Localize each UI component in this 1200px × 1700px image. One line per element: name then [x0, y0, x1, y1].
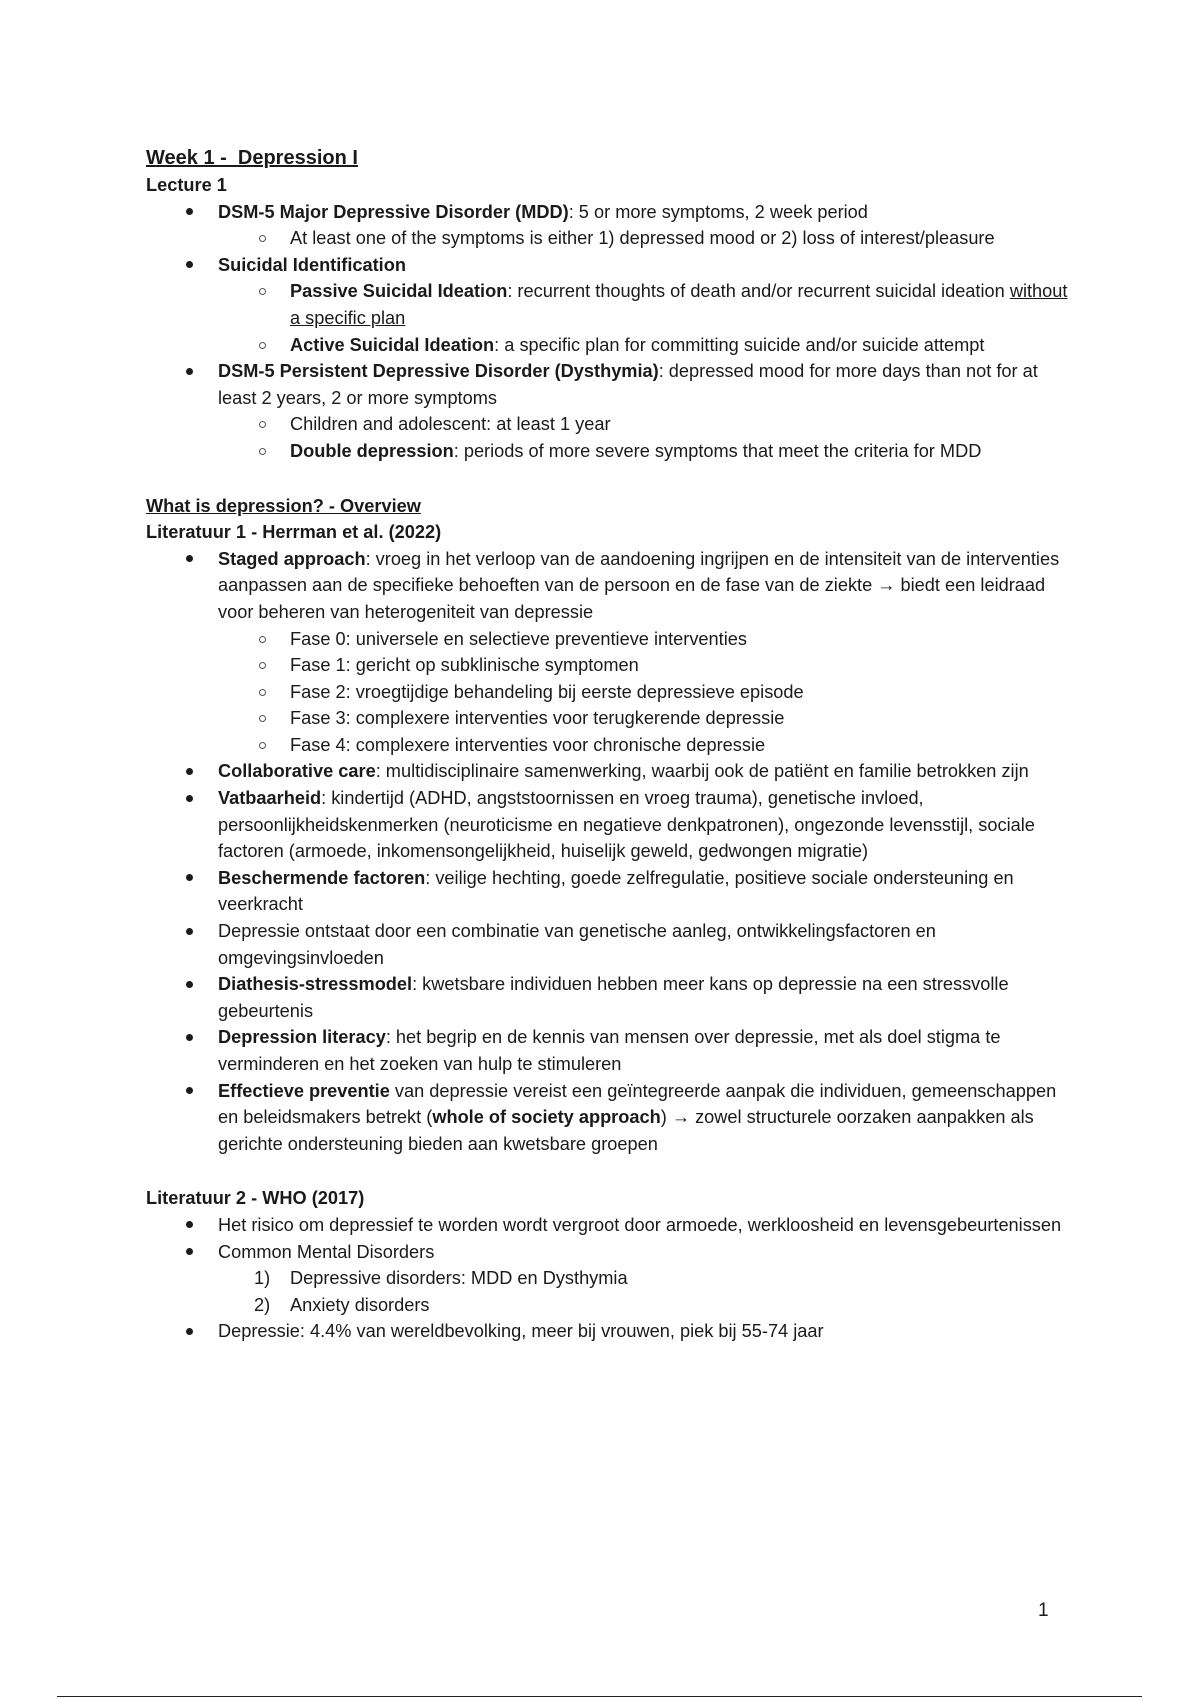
item-text: : a specific plan for committing suicide and/or suicide attempt	[494, 334, 985, 355]
sub-list-item	[290, 278, 1076, 331]
sub-list-item	[290, 411, 1076, 438]
list-number: 1)	[254, 1268, 271, 1289]
term: Effectieve preventie	[218, 1080, 390, 1101]
spacer	[146, 465, 1076, 493]
term: Beschermende factoren	[218, 867, 426, 888]
item-text: : veilige hechting, goede zelfregulatie, positieve sociale ondersteuning en veerkracht	[218, 867, 1014, 915]
list-item	[218, 1318, 1076, 1345]
list-item	[218, 1078, 1076, 1158]
item-text: Anxiety disorders	[290, 1294, 430, 1315]
phase-text: Fase 4: complexere interventies voor chronische depressie	[290, 734, 766, 755]
section-heading: What is depression? - Overview	[146, 495, 421, 516]
page-title: Week 1 - Depression I	[146, 147, 358, 169]
sub-list	[218, 278, 1076, 358]
term: Suicidal Identification	[218, 254, 406, 275]
term: Double depression	[290, 440, 454, 461]
item-text: Depressive disorders: MDD en Dysthymia	[290, 1268, 628, 1289]
sub-list-item	[290, 652, 1076, 679]
item-text: : depressed mood for more days than not for at least 2 years, 2 or more symptoms	[218, 361, 1038, 408]
page-number: 1	[1038, 1600, 1049, 1621]
sub-list-item	[254, 1292, 1076, 1319]
list-item	[218, 546, 1076, 759]
term: Diathesis-stressmodel	[218, 974, 413, 995]
list-number: 2)	[254, 1294, 271, 1315]
lecture-list	[146, 199, 1076, 465]
sub-list-item	[290, 732, 1076, 759]
item-text: Depressie ontstaat door een combinatie van genetische aanleg, ontwikkelingsfactoren en omgevingsinvloeden	[218, 921, 936, 968]
spacer	[146, 1157, 1076, 1185]
list-item	[218, 918, 1076, 971]
list-item	[218, 865, 1076, 918]
term: DSM-5 Major Depressive Disorder (MDD)	[218, 201, 569, 222]
list-item	[218, 1212, 1076, 1239]
term: Collaborative care	[218, 761, 376, 782]
term: Passive Suicidal Ideation	[290, 281, 508, 302]
item-text: van depressie vereist een geïntegreerde aanpak die individuen, gemeenschappen en beleidsmakers betrekt (	[218, 1080, 1057, 1128]
list-item	[218, 358, 1076, 464]
list-item	[218, 1024, 1076, 1077]
list-item	[218, 252, 1076, 358]
term: whole of society approach	[432, 1107, 661, 1128]
literature-heading: Literatuur 2 - WHO (2017)	[146, 1188, 365, 1209]
literature-heading: Literatuur 1 - Herrman et al. (2022)	[146, 522, 442, 543]
item-text: : het begrip en de kennis van mensen over depressie, met als doel stigma te verminderen en het zoeken van hulp te stimuleren	[218, 1027, 1001, 1074]
term: Vatbaarheid	[218, 788, 322, 809]
lecture-heading: Lecture 1	[146, 175, 227, 195]
sub-list-item	[290, 626, 1076, 653]
list-item	[218, 199, 1076, 252]
item-text: : 5 or more symptoms, 2 week period	[568, 201, 868, 222]
item-text: At least one of the symptoms is either 1) depressed mood or 2) loss of interest/pleasure	[290, 228, 995, 249]
sub-list	[218, 411, 1076, 464]
phase-text: Fase 3: complexere interventies voor terugkerende depressie	[290, 708, 785, 729]
sub-list-item	[290, 705, 1076, 732]
list-item	[218, 971, 1076, 1024]
sub-list-item	[290, 438, 1076, 465]
item-text: ) → zowel structurele oorzaken aanpakken als gerichte ondersteuning bieden aan kwetsbare groepen	[218, 1107, 1034, 1154]
phase-text: Fase 2: vroegtijdige behandeling bij eerste depressieve episode	[290, 681, 804, 702]
term: Active Suicidal Ideation	[290, 334, 495, 355]
item-text: : vroeg in het verloop van de aandoening ingrijpen en de intensiteit van de interventies aanpassen aan de specifieke behoeften van de persoon en de fase van de ziekte → biedt een leidraad voor beheren van heterogeniteit van depressie	[218, 548, 1060, 622]
phase-list	[218, 626, 1076, 759]
document-body	[146, 144, 1076, 1345]
footer-divider	[57, 1696, 1142, 1697]
list-item	[218, 758, 1076, 785]
term: Depression literacy	[218, 1027, 386, 1048]
phase-text: Fase 1: gericht op subklinische symptomen	[290, 655, 639, 676]
underlined-text: without a specific plan	[290, 281, 1068, 328]
item-text: Depressie: 4.4% van wereldbevolking, meer bij vrouwen, piek bij 55-74 jaar	[218, 1321, 824, 1342]
item-text: Het risico om depressief te worden wordt vergroot door armoede, werkloosheid en levensgebeurtenissen	[218, 1214, 1062, 1235]
item-text: : periods of more severe symptoms that meet the criteria for MDD	[453, 440, 982, 461]
sub-list-item	[254, 1265, 1076, 1292]
literature-2-list	[146, 1212, 1076, 1345]
sub-list	[218, 225, 1076, 252]
item-text: : recurrent thoughts of death and/or recurrent suicidal ideation	[507, 281, 1010, 302]
term: Staged approach	[218, 548, 366, 569]
sub-list-item	[290, 332, 1076, 359]
sub-list-item	[290, 679, 1076, 706]
item-text: Common Mental Disorders	[218, 1241, 435, 1262]
numbered-sub-list	[218, 1265, 1076, 1318]
phase-text: Fase 0: universele en selectieve preventieve interventies	[290, 628, 747, 649]
item-text: : kwetsbare individuen hebben meer kans op depressie na een stressvolle gebeurtenis	[218, 974, 1009, 1021]
sub-list-item	[290, 225, 1076, 252]
term: DSM-5 Persistent Depressive Disorder (Dysthymia)	[218, 361, 659, 382]
literature-1-list	[146, 546, 1076, 1158]
list-item	[218, 1239, 1076, 1319]
item-text: Children and adolescent: at least 1 year	[290, 414, 611, 435]
item-text: : multidisciplinaire samenwerking, waarbij ook de patiënt en familie betrokken zijn	[375, 761, 1029, 782]
list-item	[218, 785, 1076, 865]
item-text: : kindertijd (ADHD, angststoornissen en vroeg trauma), genetische invloed, persoonlijkheidskenmerken (neuroticisme en negatieve denkpatronen), ongezonde levensstijl, sociale factoren (armoede, inkomensongelijkheid, huiselijk geweld, gedwongen migratie)	[218, 788, 1035, 862]
